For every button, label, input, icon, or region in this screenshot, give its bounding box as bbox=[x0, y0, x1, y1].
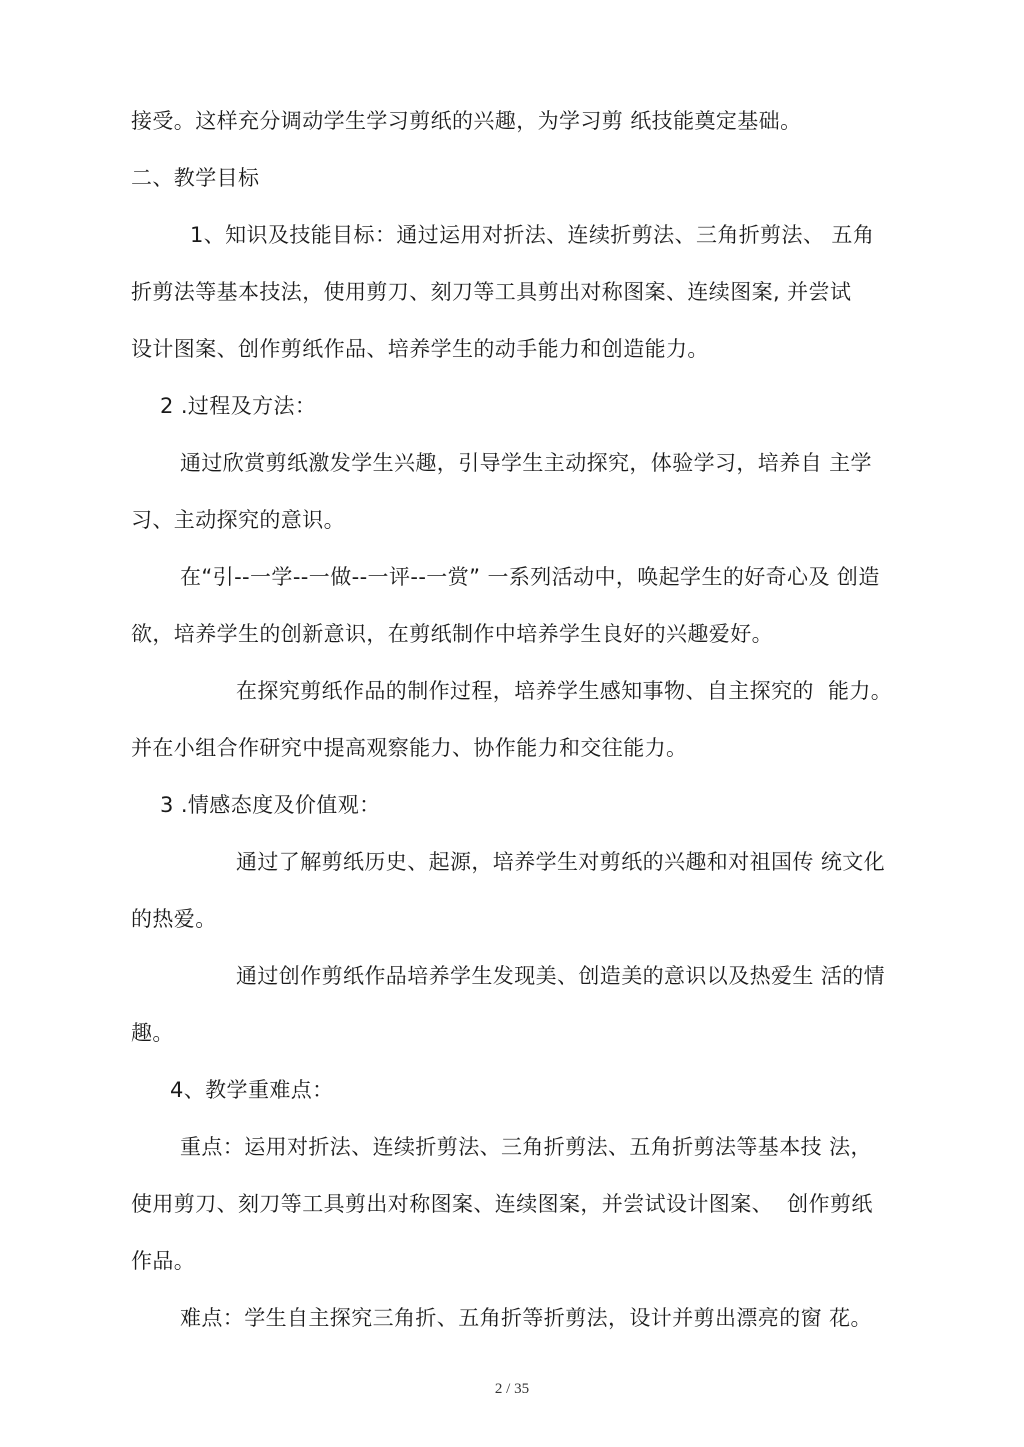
text-line: 欲，培养学生的创新意识，在剪纸制作中培养学生良好的兴趣爱好。 bbox=[131, 622, 773, 646]
subsection-heading: 2 .过程及方法： bbox=[160, 394, 317, 418]
text-line: 重点：运用对折法、连续折剪法、三角折剪法、五角折剪法等基本技 法， bbox=[180, 1135, 872, 1159]
subsection-heading: 4、教学重难点： bbox=[170, 1078, 334, 1102]
text-line: 难点：学生自主探究三角折、五角折等折剪法，设计并剪出漂亮的窗 花。 bbox=[180, 1306, 872, 1330]
text-line: 折剪法等基本技法，使用剪刀、刻刀等工具剪出对称图案、连续图案, 并尝试 bbox=[131, 280, 852, 304]
text-line: 设计图案、创作剪纸作品、培养学生的动手能力和创造能力。 bbox=[131, 337, 709, 361]
page-number: 2 / 35 bbox=[494, 1381, 530, 1397]
text-line: 习、主动探究的意识。 bbox=[131, 508, 345, 532]
text-line: 并在小组合作研究中提高观察能力、协作能力和交往能力。 bbox=[131, 736, 688, 760]
text-line: 使用剪刀、刻刀等工具剪出对称图案、连续图案，并尝试设计图案、 创作剪纸 bbox=[131, 1192, 873, 1216]
text-line: 通过创作剪纸作品培养学生发现美、创造美的意识以及热爱生 活的情 bbox=[236, 964, 886, 988]
text-line: 接受。这样充分调动学生学习剪纸的兴趣，为学习剪 纸技能奠定基础。 bbox=[131, 109, 802, 133]
text-line: 作品。 bbox=[131, 1249, 196, 1273]
text-line: 通过欣赏剪纸激发学生兴趣，引导学生主动探究，体验学习，培养自 主学 bbox=[180, 451, 872, 475]
text-line: 1、知识及技能目标：通过运用对折法、连续折剪法、三角折剪法、 五角 bbox=[190, 223, 875, 247]
text-line: 的热爱。 bbox=[131, 907, 217, 931]
text-line: 趣。 bbox=[131, 1021, 174, 1045]
section-heading: 二、教学目标 bbox=[131, 166, 260, 190]
subsection-heading: 3 .情感态度及价值观： bbox=[160, 793, 381, 817]
text-line: 在探究剪纸作品的制作过程，培养学生感知事物、自主探究的 能力。 bbox=[236, 679, 893, 703]
text-line: 在“引--一学--一做--一评--一赏” 一系列活动中，唤起学生的好奇心及 创造 bbox=[180, 565, 880, 589]
text-line: 通过了解剪纸历史、起源，培养学生对剪纸的兴趣和对祖国传 统文化 bbox=[236, 850, 886, 874]
